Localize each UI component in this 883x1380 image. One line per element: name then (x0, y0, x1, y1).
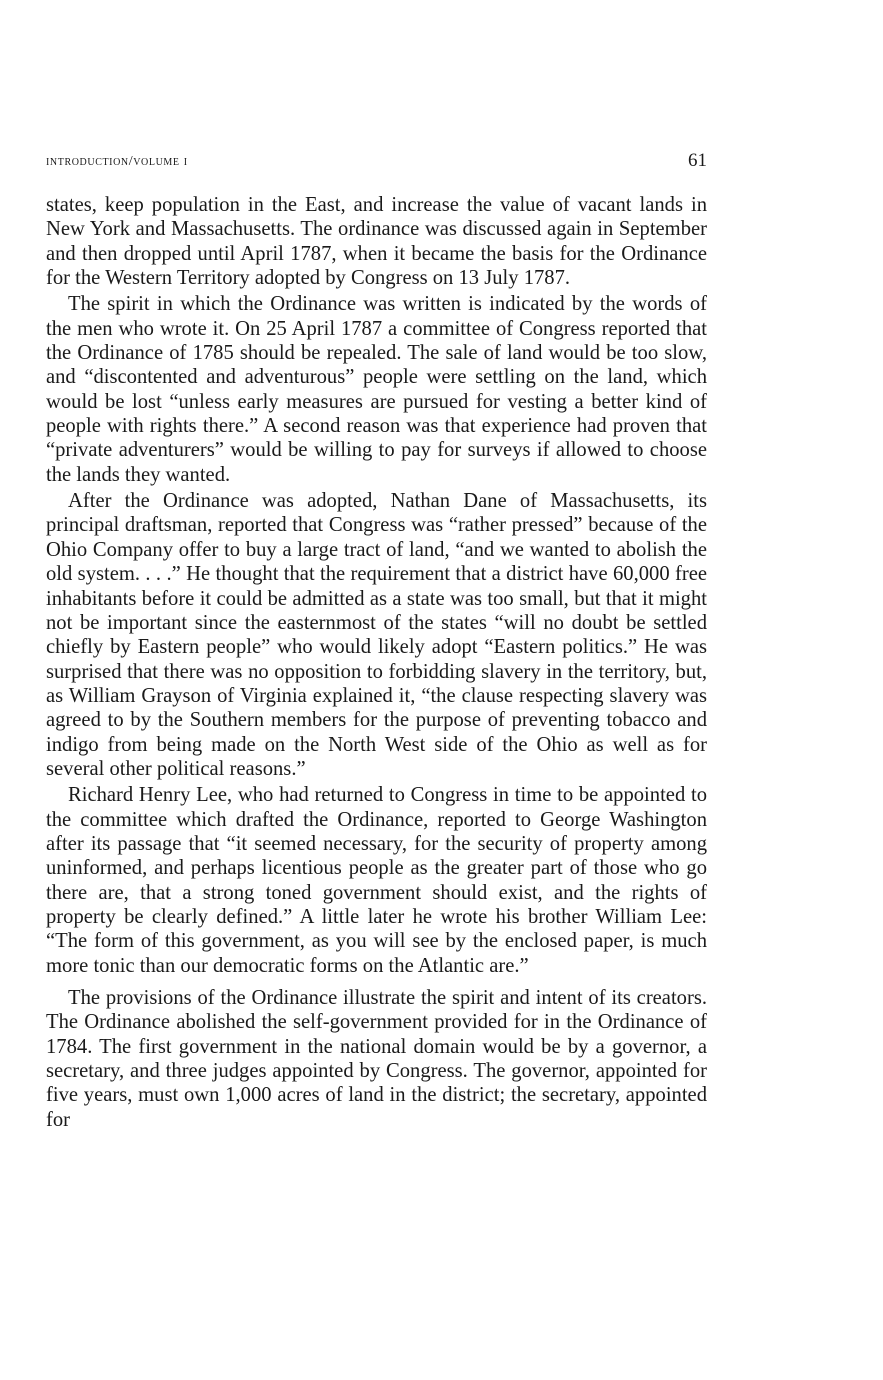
body-text (46, 193, 707, 1134)
running-title: introduction/volume i (46, 154, 188, 169)
page-number: 61 (688, 150, 707, 171)
paragraph-continuation: states, keep population in the East, and increase the value of vacant lands in New York and Massachusetts. The ordinance was discussed again in September and then dropped until April 1787, when it became the basis for the Ordinance for the Western Territory adopted by Congress on 13 July 1787. (46, 194, 707, 290)
paragraph-richard-henry-lee: Richard Henry Lee, who had returned to Congress in time to be appointed to the committee which drafted the Ordinance, reported to George Washington after its passage that “it seemed necessary, for the security of property among uninformed, and perhaps licentious people as the greater part of those who go there are, that a strong toned government should exist, and the rights of property be clearly defined.” A little later he wrote his brother William Lee: “The form of this government, as you will see by the enclosed paper, is much more tonic than our democratic forms on the Atlantic are.” (46, 784, 707, 977)
running-head (46, 150, 707, 178)
paragraph-spirit-of-ordinance: The spirit in which the Ordinance was written is indicated by the words of the men who wrote it. On 25 April 1787 a committee of Congress reported that the Ordinance of 1785 should be repealed. The sale of land would be too slow, and “discontented and adventurous” people were settling on the land, which would be lost “unless early measures are pursued for vesting a better kind of people with rights there.” A second reason was that experience had proven that “private adventurers” would be willing to pay for surveys if allowed to choose the lands they wanted. (46, 293, 707, 486)
paragraph-provisions: The provisions of the Ordinance illustrate the spirit and intent of its creators. The Ordinance abolished the self-government provided for in the Ordinance of 1784. The first government in the national domain would be by a governor, a secretary, and three judges appointed by Congress. The governor, appointed for five years, must own 1,000 acres of land in the district; the secretary, appointed for (46, 987, 707, 1131)
paragraph-nathan-dane: After the Ordinance was adopted, Nathan Dane of Massachusetts, its principal draftsman, reported that Congress was “rather pressed” because of the Ohio Company offer to buy a large tract of land, “and we wanted to abolish the old system. . . .” He thought that the requirement that a district have 60,000 free inhabitants before it could be admitted as a state was too small, but that it might not be important since the easternmost of the states “will no doubt be settled chiefly by Eastern people” who would likely adopt “Eastern politics.” He was surprised that there was no opposition to forbidding slavery in the territory, but, as William Grayson of Virginia explained it, “the clause respecting slavery was agreed to by the Southern members for the purpose of preventing tobacco and indigo from being made on the North West side of the Ohio as well as for several other political reasons.” (46, 490, 707, 780)
